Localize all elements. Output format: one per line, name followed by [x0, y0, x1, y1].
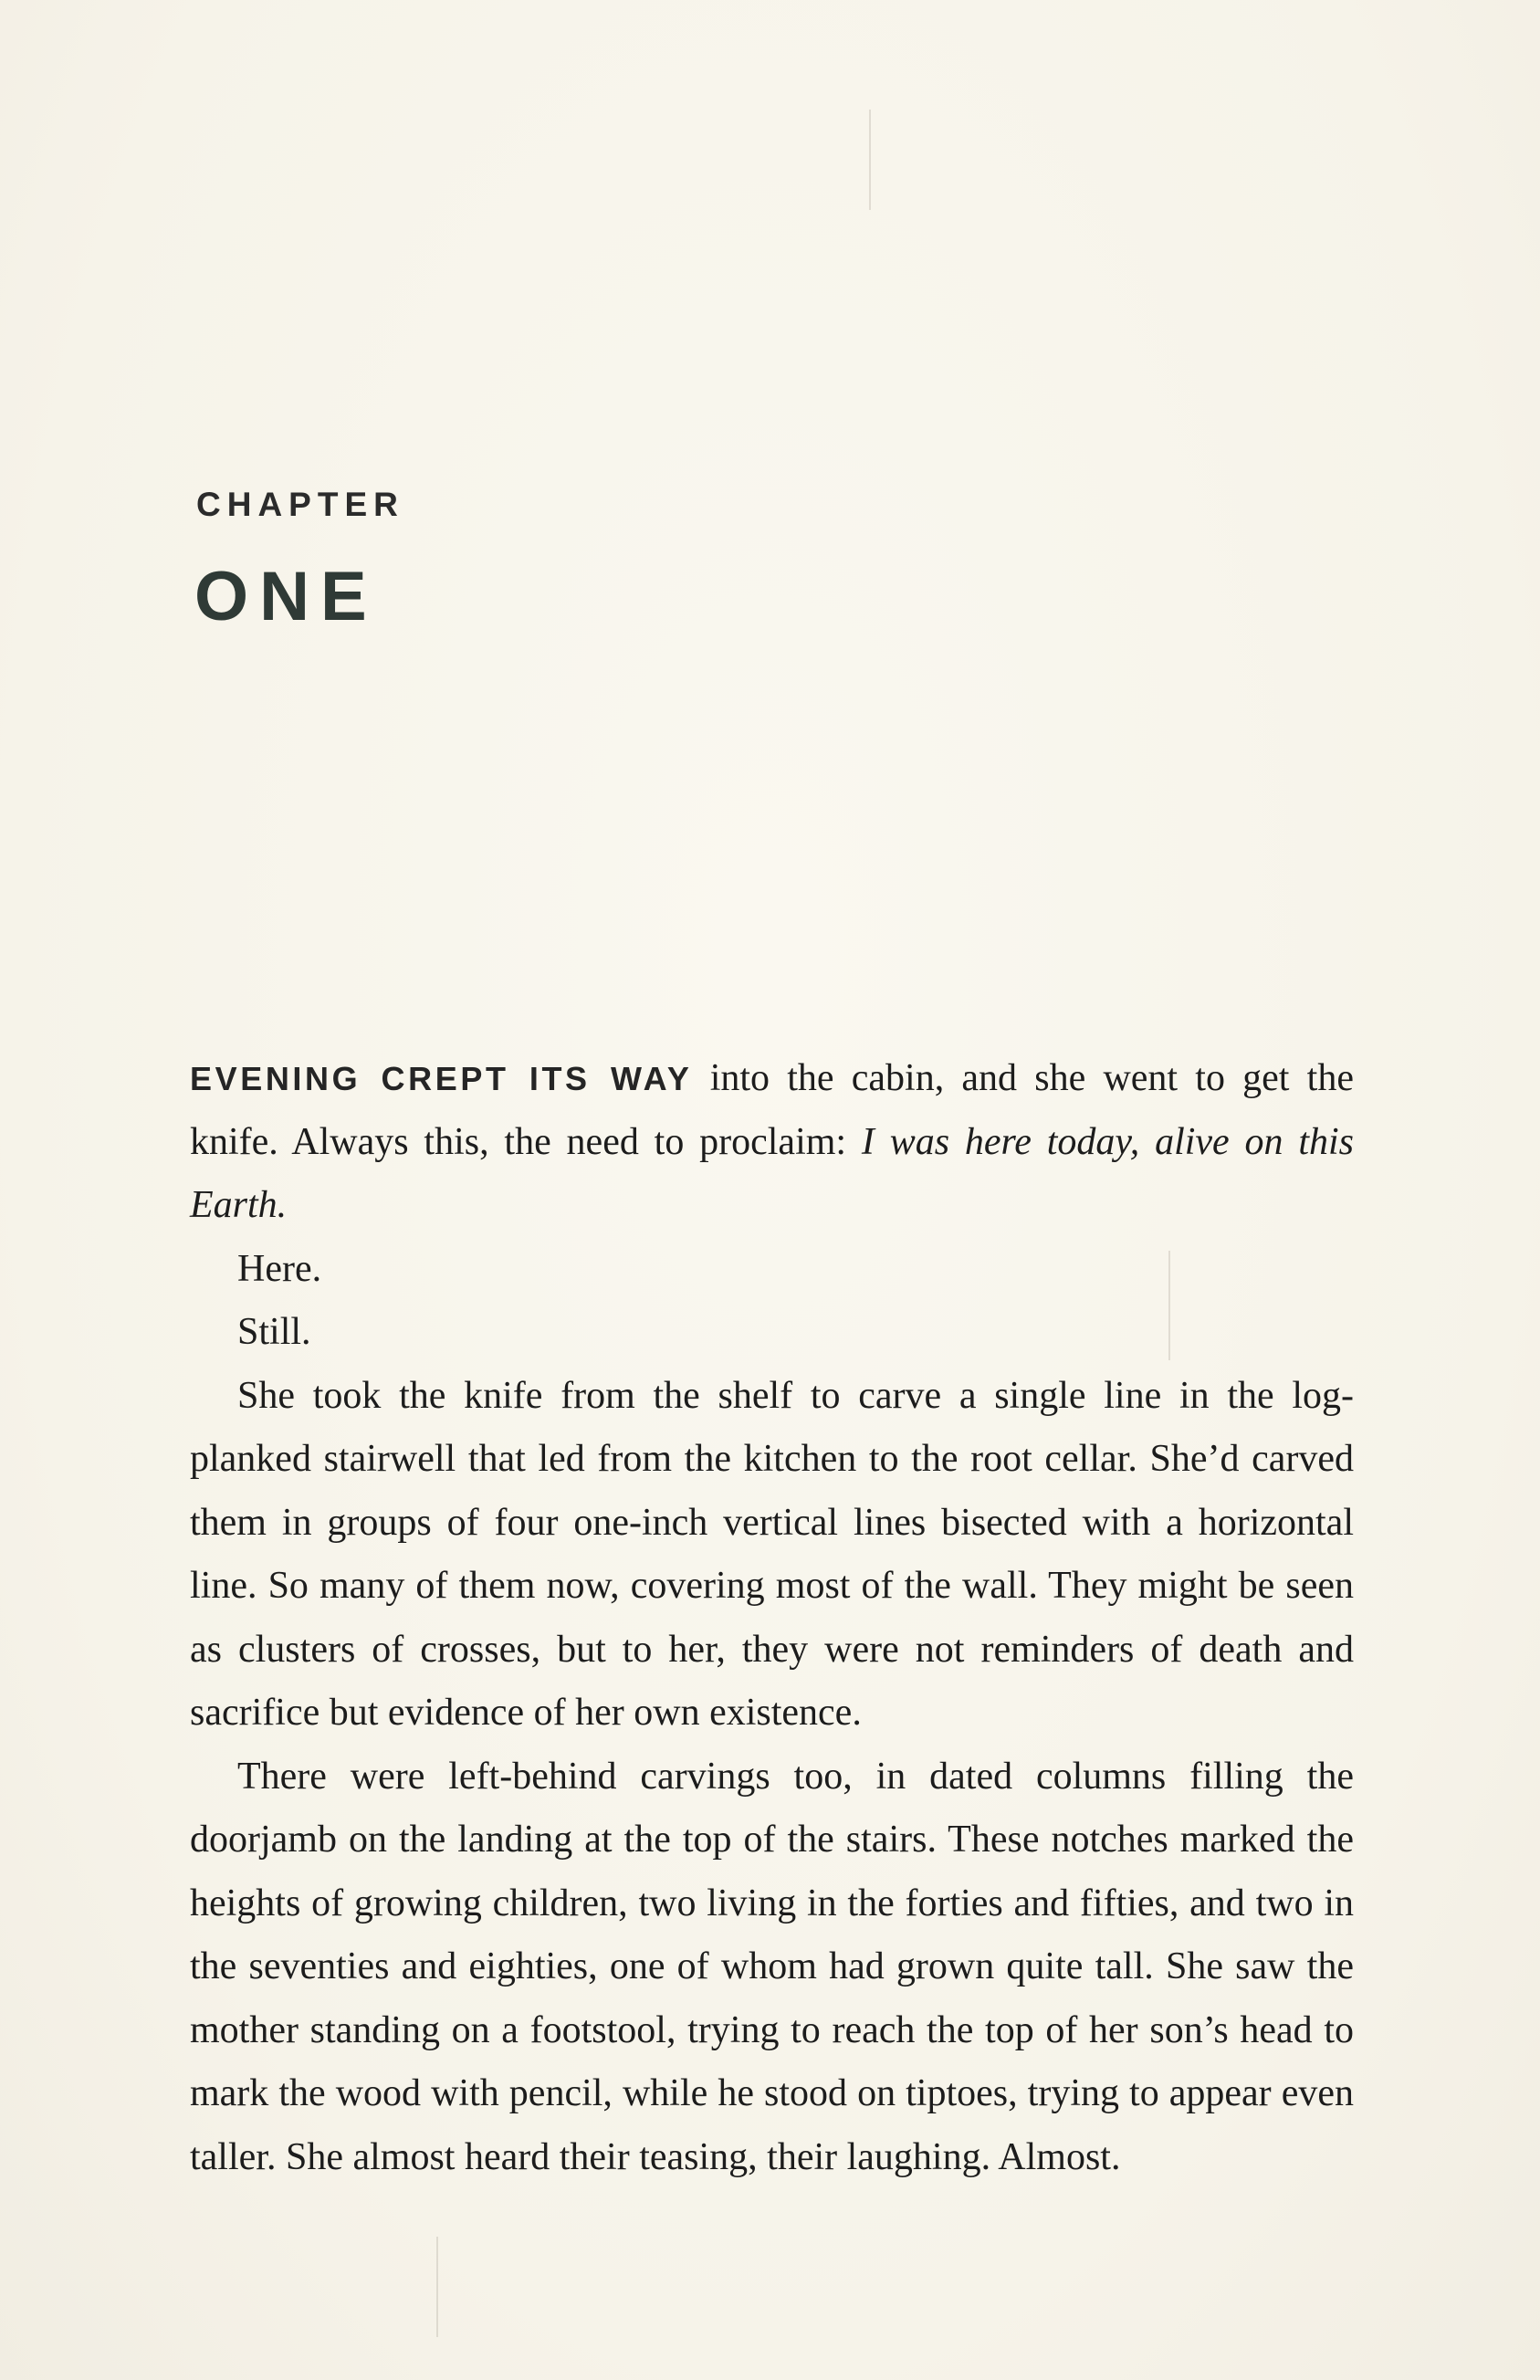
paragraph-carvings: There were left-behind carvings too, in dated columns filling the doorjamb on the landing at the top of the stairs. These notches marked the heights of growing children, two living in the forties and fifties, and two in the seventies and eighties, one of whom had grown quite tall. She saw the mother standing on a footstool, trying to reach the top of her son’s head to mark the wood with pencil, while he stood on tiptoes, trying to appear even taller. She almost heard their teasing, their laughing. Almost.: [190, 1755, 1354, 2178]
paragraph-still: Still.: [237, 1311, 311, 1353]
paragraph-here: Here.: [237, 1247, 322, 1290]
opening-paragraph-text: into the cabin, and she went to get the knife. Always this, the need to proclaim:: [190, 1057, 1354, 1163]
chapter-number: ONE: [194, 558, 378, 635]
paragraph-knife: She took the knife from the shelf to carve a single line in the log-planked stairwell that led from the kitchen to the root cellar. She’d carved them in groups of four one-inch vertical lines bisected with a horizontal line. So many of them now, covering most of the wall. They might be seen as clusters of crosses, but to her, they were not reminders of death and sacrifice but evidence of her own existence.: [190, 1374, 1354, 1734]
scan-artifact-line: [869, 110, 871, 210]
chapter-body-text: [190, 1047, 1354, 2189]
opening-paragraph-italic: I was here today, alive on this Earth.: [190, 1120, 1355, 1226]
opening-paragraph: [190, 1047, 1354, 1238]
scan-artifact-line: [436, 2237, 438, 2337]
chapter-label: CHAPTER: [196, 486, 404, 523]
lead-in-caps: EVENING CREPT ITS WAY: [190, 1060, 693, 1097]
